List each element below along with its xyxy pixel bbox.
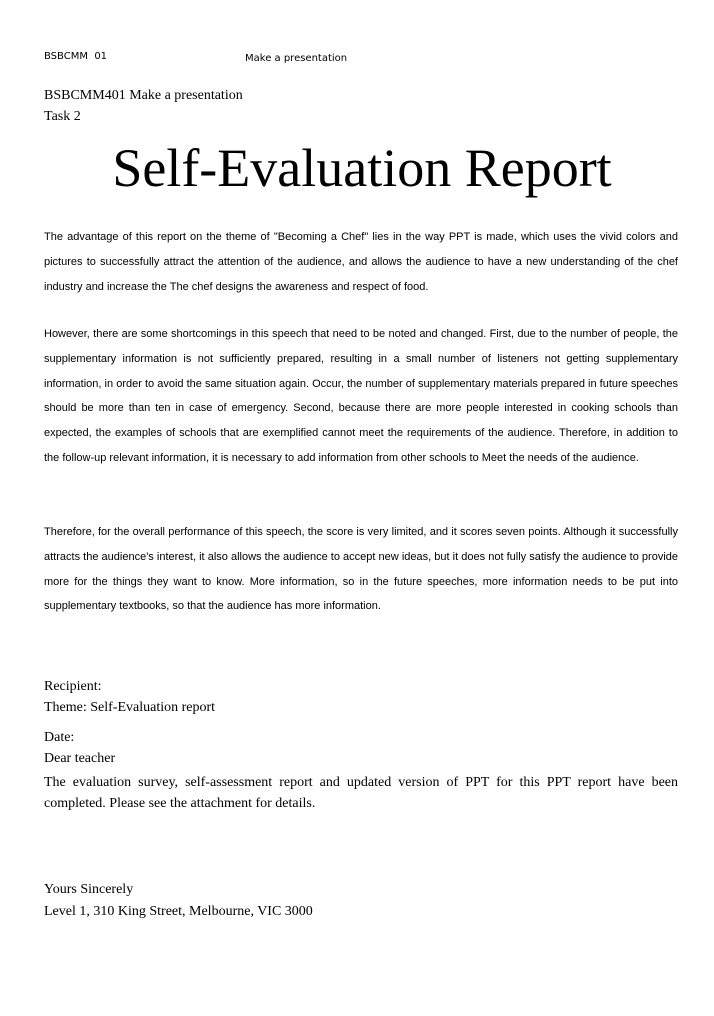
task-label: Task 2 bbox=[44, 109, 81, 124]
address: Level 1, 310 King Street, Melbourne, VIC 3000 bbox=[44, 904, 313, 919]
paragraph-advantages: The advantage of this report on the theme of "Becoming a Chef" lies in the way PPT is made, which uses the vivid colors and pictures to successfully attract the attention of the audience, and allows the audience to have a new understanding of the chef industry and increase the The chef designs the awareness and respect of food. bbox=[44, 231, 678, 293]
report-title: Self-Evaluation Report bbox=[112, 138, 612, 198]
recipient-label: Recipient: bbox=[44, 679, 102, 694]
paragraph-shortcomings: However, there are some shortcomings in this speech that need to be noted and changed. First, due to the number of people, the supplementary information is not sufficiently prepared, resulting in a small number of listeners not getting supplementary information, in order to avoid the same situation again. Occur, the number of supplementary materials prepared in future speeches should be more than ten in case of emergency. Second, because there are more people interested in cooking schools than expected, the examples of schools that are exemplified cannot meet the requirements of the audience. Therefore, in addition to the follow-up relevant information, it is necessary to add information from other schools to Meet the needs of the audience. bbox=[44, 328, 678, 464]
date-label: Date: bbox=[44, 730, 75, 745]
letter-body: The evaluation survey, self-assessment report and updated version of PPT for this PPT report have been completed. Please see the attachment for details. bbox=[44, 775, 678, 811]
salutation: Dear teacher bbox=[44, 751, 116, 766]
header-title: Make a presentation bbox=[245, 53, 348, 64]
closing: Yours Sincerely bbox=[44, 882, 134, 897]
paragraph-overall: Therefore, for the overall performance of this speech, the score is very limited, and it scores seven points. Although it successfully attracts the audience's interest, it also allows the audience to accept new ideas, but it does not fully satisfy the audience to provide more for the things they want to know. More information, so in the future speeches, more information needs to be put into supplementary textbooks, so that the audience has more information. bbox=[44, 526, 678, 613]
header-code: BSBCMM 01 bbox=[44, 51, 108, 62]
theme-line: Theme: Self-Evaluation report bbox=[44, 700, 216, 715]
course-title: BSBCMM401 Make a presentation bbox=[44, 88, 243, 103]
